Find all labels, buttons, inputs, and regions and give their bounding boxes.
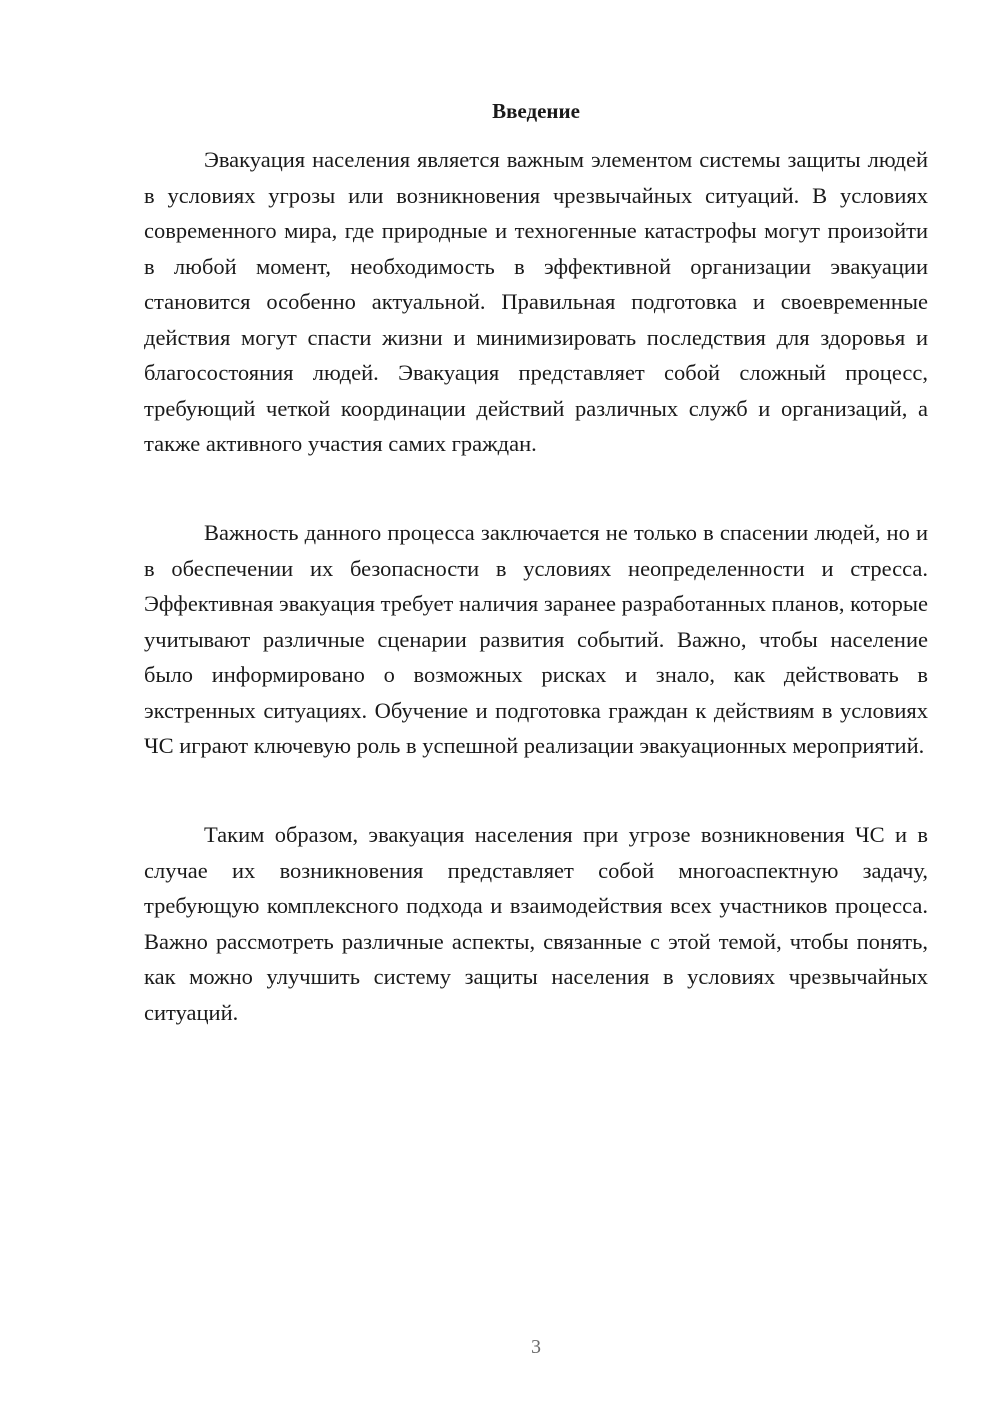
- paragraph-1: Эвакуация населения является важным элементом системы защиты людей в условиях угрозы или возникновения чрезвычайных ситуаций. В условиях современного мира, где природные и техногенные катастрофы могут произойти в любой момент, необходимость в эффективной организации эвакуации становится особенно актуальной. Правильная подготовка и своевременные действия могут спасти жизни и минимизировать последствия для здоровья и благосостояния людей. Эвакуация представляет собой сложный процесс, требующий четкой координации действий различных служб и организаций, а также активного участия самих граждан.: [144, 147, 928, 456]
- page-title: Введение: [492, 99, 580, 123]
- page-number: 3: [531, 1336, 541, 1358]
- paragraph-2: Важность данного процесса заключается не только в спасении людей, но и в обеспечении их безопасности в условиях неопределенности и стресса. Эффективная эвакуация требует наличия заранее разработанных планов, которые учитывают различные сценарии развития событий. Важно, чтобы население было информировано о возможных рисках и знало, как действовать в экстренных ситуациях. Обучение и подготовка граждан к действиям в условиях ЧС играют ключевую роль в успешной реализации эвакуационных мероприятий.: [144, 520, 928, 758]
- paragraph-3: Таким образом, эвакуация населения при угрозе возникновения ЧС и в случае их возникновения представляет собой многоаспектную задачу, требующую комплексного подхода и взаимодействия всех участников процесса. Важно рассмотреть различные аспекты, связанные с этой темой, чтобы понять, как можно улучшить систему защиты населения в условиях чрезвычайных ситуаций.: [144, 822, 928, 1025]
